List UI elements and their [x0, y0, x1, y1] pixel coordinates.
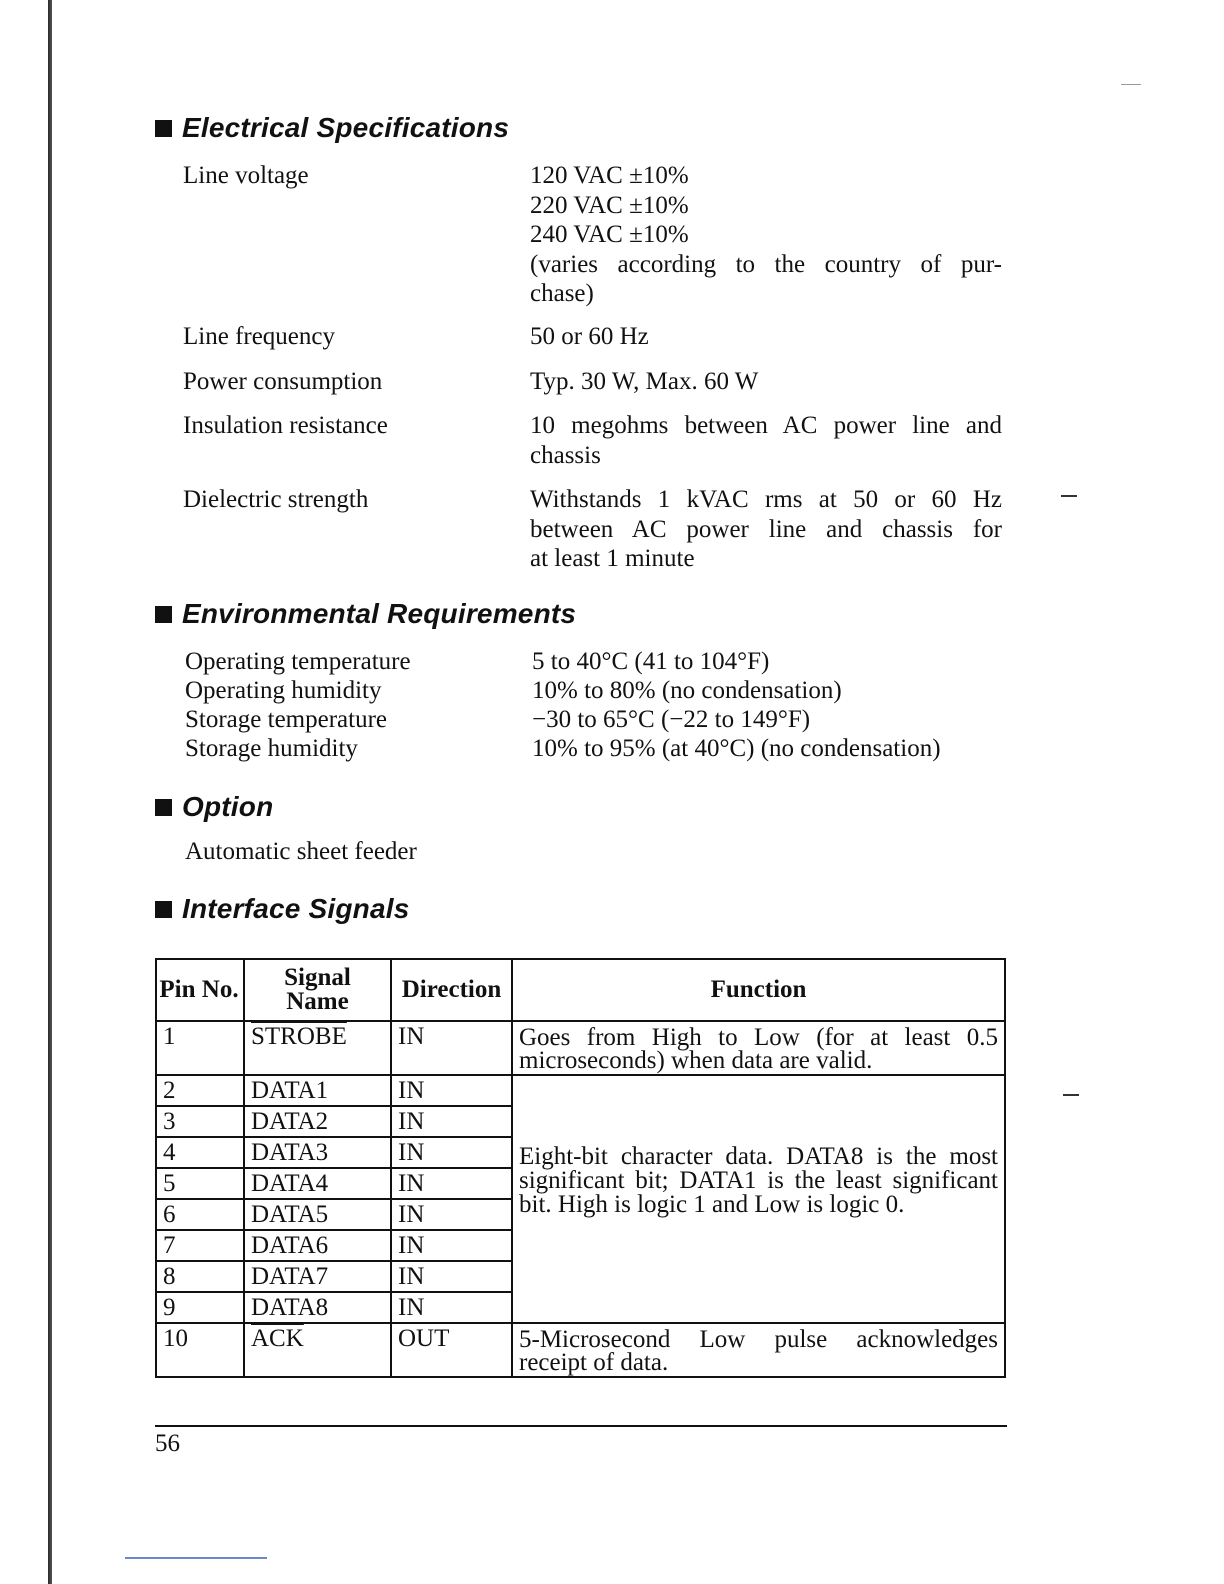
table-row [156, 1021, 1005, 1075]
signal-cell: DATA3 [244, 1137, 391, 1168]
spec-label: Power consumption [183, 368, 383, 395]
spec-label: Operating humidity [185, 677, 382, 704]
signal-cell: $\overline{ACK}$ [244, 1323, 391, 1377]
pin-cell: 6 [156, 1199, 244, 1230]
spec-value: −30 to 65°C (−22 to 149°F) [532, 706, 811, 733]
signal-cell: DATA7 [244, 1261, 391, 1292]
value-line: chase) [530, 280, 594, 307]
pin-cell: 7 [156, 1230, 244, 1261]
signal-cell: DATA6 [244, 1230, 391, 1261]
margin-mark [1121, 84, 1141, 85]
table-header-row [156, 959, 1005, 1021]
margin-mark [1063, 1094, 1079, 1096]
section-heading-option [155, 791, 273, 823]
square-bullet-icon [155, 120, 172, 137]
column-header-signal: Signal Name [244, 959, 391, 1021]
direction-cell: IN [391, 1199, 512, 1230]
direction-cell: IN [391, 1230, 512, 1261]
value-line: at least 1 minute [530, 545, 695, 572]
square-bullet-icon [155, 606, 172, 623]
signal-cell: DATA2 [244, 1106, 391, 1137]
signal-cell: DATA1 [244, 1075, 391, 1106]
scan-artifact-line [125, 1557, 267, 1559]
value-line: Typ. 30 W, Max. 60 W [530, 368, 759, 395]
heading-text: Interface Signals [182, 893, 410, 924]
direction-cell: IN [391, 1168, 512, 1199]
spec-value: 10% to 95% (at 40°C) (no condensation) [532, 735, 941, 762]
spec-value [530, 485, 1002, 574]
section-heading-environmental [155, 598, 576, 630]
column-header-direction: Direction [391, 959, 512, 1021]
value-line: 220 VAC ±10% [530, 191, 689, 219]
pin-cell: 5 [156, 1168, 244, 1199]
square-bullet-icon [155, 799, 172, 816]
direction-cell: IN [391, 1075, 512, 1106]
column-header-function: Function [512, 959, 1005, 1021]
direction-cell: IN [391, 1261, 512, 1292]
spec-value [530, 367, 1002, 397]
option-text: Automatic sheet feeder [185, 838, 417, 865]
direction-cell: IN [391, 1292, 512, 1323]
direction-cell: OUT [391, 1323, 512, 1377]
signal-cell: DATA8 [244, 1292, 391, 1323]
table-row [156, 1323, 1005, 1377]
spec-label: Operating temperature [185, 648, 411, 675]
value-line: between AC power line and chassis for [530, 515, 1002, 543]
value-line: 50 or 60 Hz [530, 323, 649, 350]
function-cell: 5-Microsecond Low pulse acknowledges receipt of data. [512, 1323, 1005, 1377]
pin-cell: 2 [156, 1075, 244, 1106]
direction-cell: IN [391, 1106, 512, 1137]
spec-value: 10% to 80% (no condensation) [532, 677, 842, 704]
spec-label: Line voltage [183, 162, 309, 189]
section-heading-electrical [155, 112, 509, 144]
function-cell-data-bits: Eight-bit character data. DATA8 is the most significant bit; DATA1 is the least significant bit. High is logic 1 and Low is logic 0. [512, 1075, 1005, 1323]
pin-cell: 9 [156, 1292, 244, 1323]
direction-cell: IN [391, 1137, 512, 1168]
page-number: 56 [155, 1430, 180, 1457]
heading-text: Electrical Specifications [182, 112, 510, 143]
spec-value [530, 411, 1002, 470]
pin-cell: 4 [156, 1137, 244, 1168]
spec-label: Storage temperature [185, 706, 387, 733]
value-line: chassis [530, 441, 601, 469]
spec-label: Insulation resistance [183, 412, 388, 439]
pin-cell: 8 [156, 1261, 244, 1292]
binding-edge [48, 0, 52, 1584]
value-line: 120 VAC ±10% [530, 162, 689, 189]
spec-value [530, 322, 1002, 352]
margin-mark [1061, 495, 1077, 497]
interface-signals-table [155, 958, 1006, 1378]
spec-label: Storage humidity [185, 735, 358, 762]
value-line: 240 VAC ±10% [530, 221, 689, 248]
square-bullet-icon [155, 901, 172, 918]
section-heading-interface [155, 893, 409, 925]
pin-cell: 3 [156, 1106, 244, 1137]
value-line: 10 megohms between AC power line and [530, 412, 1002, 439]
heading-text: Environmental Requirements [182, 598, 577, 629]
signal-cell: DATA4 [244, 1168, 391, 1199]
function-cell: Goes from High to Low (for at least 0.5 microseconds) when data are valid. [512, 1021, 1005, 1075]
table-row [156, 1075, 1005, 1106]
pin-cell: 1 [156, 1021, 244, 1075]
spec-value: 5 to 40°C (41 to 104°F) [532, 648, 770, 675]
spec-label: Line frequency [183, 323, 336, 350]
value-line: (varies according to the country of pur- [530, 250, 1002, 278]
signal-cell: STROBE [244, 1021, 391, 1075]
heading-text: Option [182, 791, 274, 822]
pin-cell: 10 [156, 1323, 244, 1377]
column-header-pin: Pin No. [156, 959, 244, 1021]
spec-value [530, 161, 1002, 309]
signal-cell: DATA5 [244, 1199, 391, 1230]
footer-rule [155, 1425, 1007, 1427]
spec-label: Dielectric strength [183, 486, 369, 513]
value-line: Withstands 1 kVAC rms at 50 or 60 Hz [530, 486, 1002, 513]
direction-cell: IN [391, 1021, 512, 1075]
